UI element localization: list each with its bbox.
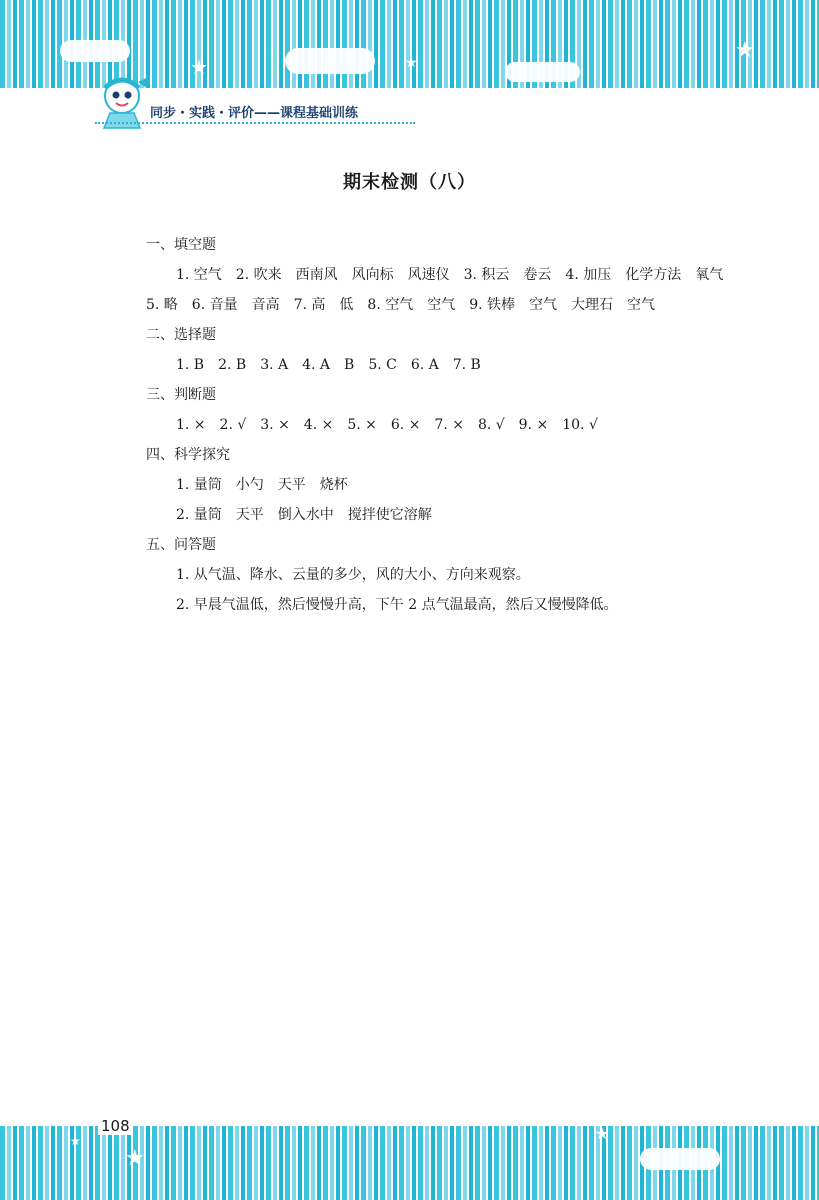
bottom-decorative-band	[0, 1126, 819, 1200]
cloud-decoration	[60, 40, 130, 62]
star-icon: ★	[405, 55, 418, 71]
answer-line: 2. 早晨气温低，然后慢慢升高，下午 2 点气温最高，然后又慢慢降低。	[176, 597, 618, 613]
section-heading: 一、填空题	[146, 237, 216, 253]
section-heading: 二、选择题	[146, 327, 216, 343]
answer-content	[146, 230, 738, 620]
star-icon: ★	[70, 1134, 81, 1148]
answer-line: 1. B 2. B 3. A 4. A B 5. C 6. A 7. B	[176, 357, 481, 373]
cloud-decoration	[285, 48, 375, 74]
answer-line: 2. 量筒 天平 倒入水中 搅拌使它溶解	[176, 507, 432, 523]
answer-line: 1. 空气 2. 吹来 西南风 风向标 风速仪 3. 积云 卷云 4. 加压 化学方法 氧气 5. 略 6. 音量 音高 7. 高 低 8. 空气 空气 9. 铁棒 空气 大理石 空气	[146, 267, 738, 313]
star-icon: ★	[190, 55, 208, 79]
cloud-decoration	[505, 62, 580, 82]
page-number: 108	[98, 1117, 133, 1135]
section-heading: 四、科学探究	[146, 447, 230, 463]
answer-line: 1. 从气温、降水、云量的多少，风的大小、方向来观察。	[176, 567, 530, 583]
star-icon: ★	[125, 1146, 145, 1171]
series-title: 同步・实践・评价——课程基础训练	[150, 106, 359, 121]
answer-line: 1. × 2. √ 3. × 4. × 5. × 6. × 7. × 8. √ 9. × 10. √	[176, 417, 598, 433]
star-icon: ★	[735, 38, 755, 63]
star-icon: ★	[595, 1124, 610, 1143]
answer-line: 1. 量筒 小勺 天平 烧杯	[176, 477, 348, 493]
page-title: 期末检测（八）	[343, 172, 476, 193]
cloud-decoration	[640, 1148, 720, 1170]
section-heading: 三、判断题	[146, 387, 216, 403]
section-heading: 五、问答题	[146, 537, 216, 553]
